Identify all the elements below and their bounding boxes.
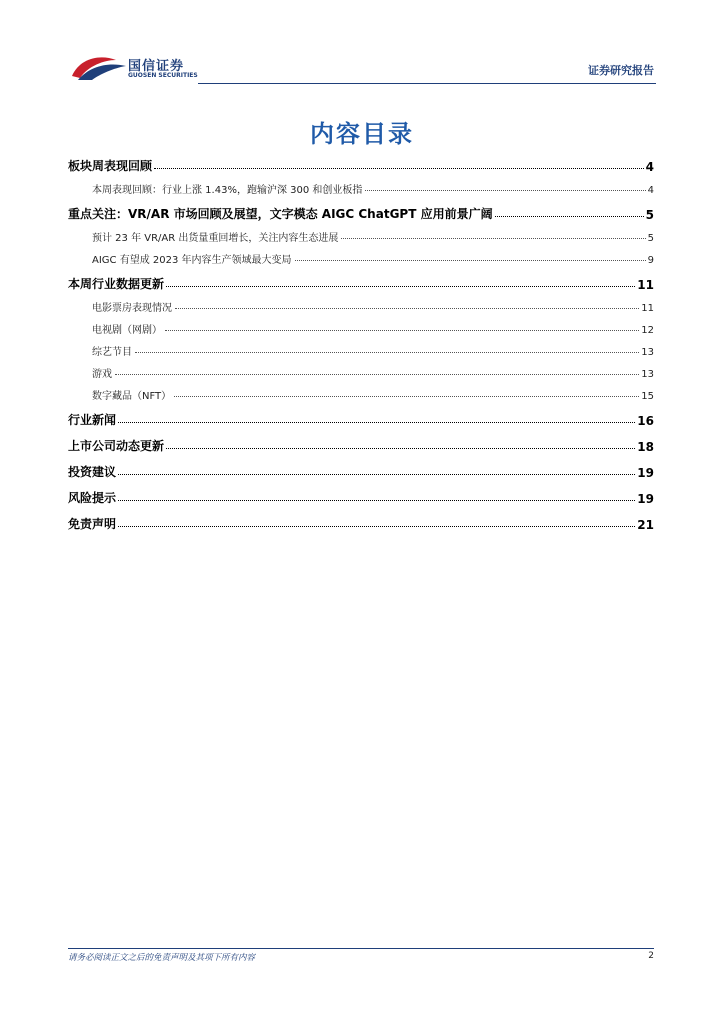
toc-entry-title: 行业新闻 xyxy=(68,413,117,427)
toc-dot-leader xyxy=(118,500,635,501)
toc-dot-leader xyxy=(365,190,645,191)
toc-dot-leader xyxy=(174,396,639,397)
toc-entry-title: 综艺节目 xyxy=(92,347,132,358)
disclaimer-note: 请务必阅读正文之后的免责声明及其项下所有内容 xyxy=(68,953,256,963)
toc-entry-title: 预计 23 年 VR/AR 出货量重回增长，关注内容生态进展 xyxy=(92,233,339,244)
toc-entry-chapter[interactable] xyxy=(68,404,654,428)
toc-entry-title: 投资建议 xyxy=(68,465,117,479)
toc-entry-title: 本周行业数据更新 xyxy=(68,277,165,291)
toc-entry-page: 5 xyxy=(647,233,654,244)
toc-entry-page: 16 xyxy=(637,414,654,428)
toc-dot-leader xyxy=(118,526,635,527)
toc-title: 内容目录 xyxy=(310,120,414,148)
toc-dot-leader xyxy=(135,352,639,353)
toc-dot-leader xyxy=(341,238,645,239)
toc-entry-page: 18 xyxy=(637,440,654,454)
page-number: 2 xyxy=(648,951,654,961)
toc-dot-leader xyxy=(175,308,639,309)
toc-entry-title: 重点关注：VR/AR 市场回顾及展望，文字模态 AIGC ChatGPT 应用前景广阔 xyxy=(68,207,493,221)
toc-dot-leader xyxy=(295,260,646,261)
toc-entry-title: 板块周表现回顾 xyxy=(68,159,153,173)
page-header xyxy=(70,50,656,84)
footer-divider xyxy=(68,948,654,949)
toc-entry-title: 电影票房表现情况 xyxy=(92,303,172,314)
toc-entry-chapter[interactable] xyxy=(68,456,654,480)
brand-name-cn: 国信证券 xyxy=(128,59,185,74)
toc-dot-leader xyxy=(154,168,644,169)
guosen-logo-icon xyxy=(70,52,130,82)
toc-entry-chapter[interactable] xyxy=(68,150,654,174)
table-of-contents xyxy=(68,150,654,532)
toc-dot-leader xyxy=(118,422,635,423)
toc-dot-leader xyxy=(166,286,635,287)
toc-entry-title: 上市公司动态更新 xyxy=(68,439,165,453)
toc-entry-section[interactable] xyxy=(68,358,654,380)
toc-dot-leader xyxy=(495,216,644,217)
toc-dot-leader xyxy=(166,448,635,449)
toc-entry-section[interactable] xyxy=(68,292,654,314)
toc-entry-chapter[interactable] xyxy=(68,508,654,532)
toc-entry-page: 5 xyxy=(645,208,654,222)
toc-entry-page: 9 xyxy=(647,255,654,266)
toc-entry-page: 11 xyxy=(637,278,654,292)
toc-entry-title: 电视剧（网剧） xyxy=(92,325,162,336)
toc-entry-section[interactable] xyxy=(68,380,654,402)
toc-entry-page: 12 xyxy=(641,325,654,336)
toc-entry-section[interactable] xyxy=(68,314,654,336)
toc-entry-section[interactable] xyxy=(68,336,654,358)
toc-entry-title: 风险提示 xyxy=(68,491,117,505)
toc-entry-page: 4 xyxy=(645,160,654,174)
toc-entry-title: AIGC 有望成 2023 年内容生产领域最大变局 xyxy=(92,255,292,266)
toc-entry-section[interactable] xyxy=(68,244,654,266)
toc-entry-chapter[interactable] xyxy=(68,482,654,506)
toc-entry-page: 11 xyxy=(641,303,654,314)
toc-entry-page: 15 xyxy=(641,391,654,402)
toc-entry-section[interactable] xyxy=(68,174,654,196)
toc-entry-chapter[interactable] xyxy=(68,430,654,454)
toc-entry-page: 19 xyxy=(637,492,654,506)
toc-entry-page: 21 xyxy=(637,518,654,532)
toc-entry-chapter[interactable] xyxy=(68,198,654,222)
toc-entry-page: 13 xyxy=(641,369,654,380)
header-divider xyxy=(198,83,656,84)
report-type-label: 证券研究报告 xyxy=(588,64,654,77)
toc-entry-section[interactable] xyxy=(68,222,654,244)
toc-entry-title: 本周表现回顾：行业上涨 1.43%，跑输沪深 300 和创业板指 xyxy=(92,185,363,196)
brand-name-en: GUOSEN SECURITIES xyxy=(128,72,198,79)
toc-entry-chapter[interactable] xyxy=(68,268,654,292)
toc-entry-page: 13 xyxy=(641,347,654,358)
toc-entry-title: 免责声明 xyxy=(68,517,117,531)
toc-dot-leader xyxy=(118,474,635,475)
toc-dot-leader xyxy=(115,374,639,375)
toc-dot-leader xyxy=(165,330,639,331)
toc-entry-page: 4 xyxy=(647,185,654,196)
toc-entry-title: 游戏 xyxy=(92,369,112,380)
toc-entry-page: 19 xyxy=(637,466,654,480)
toc-entry-title: 数字藏品（NFT） xyxy=(92,391,172,402)
